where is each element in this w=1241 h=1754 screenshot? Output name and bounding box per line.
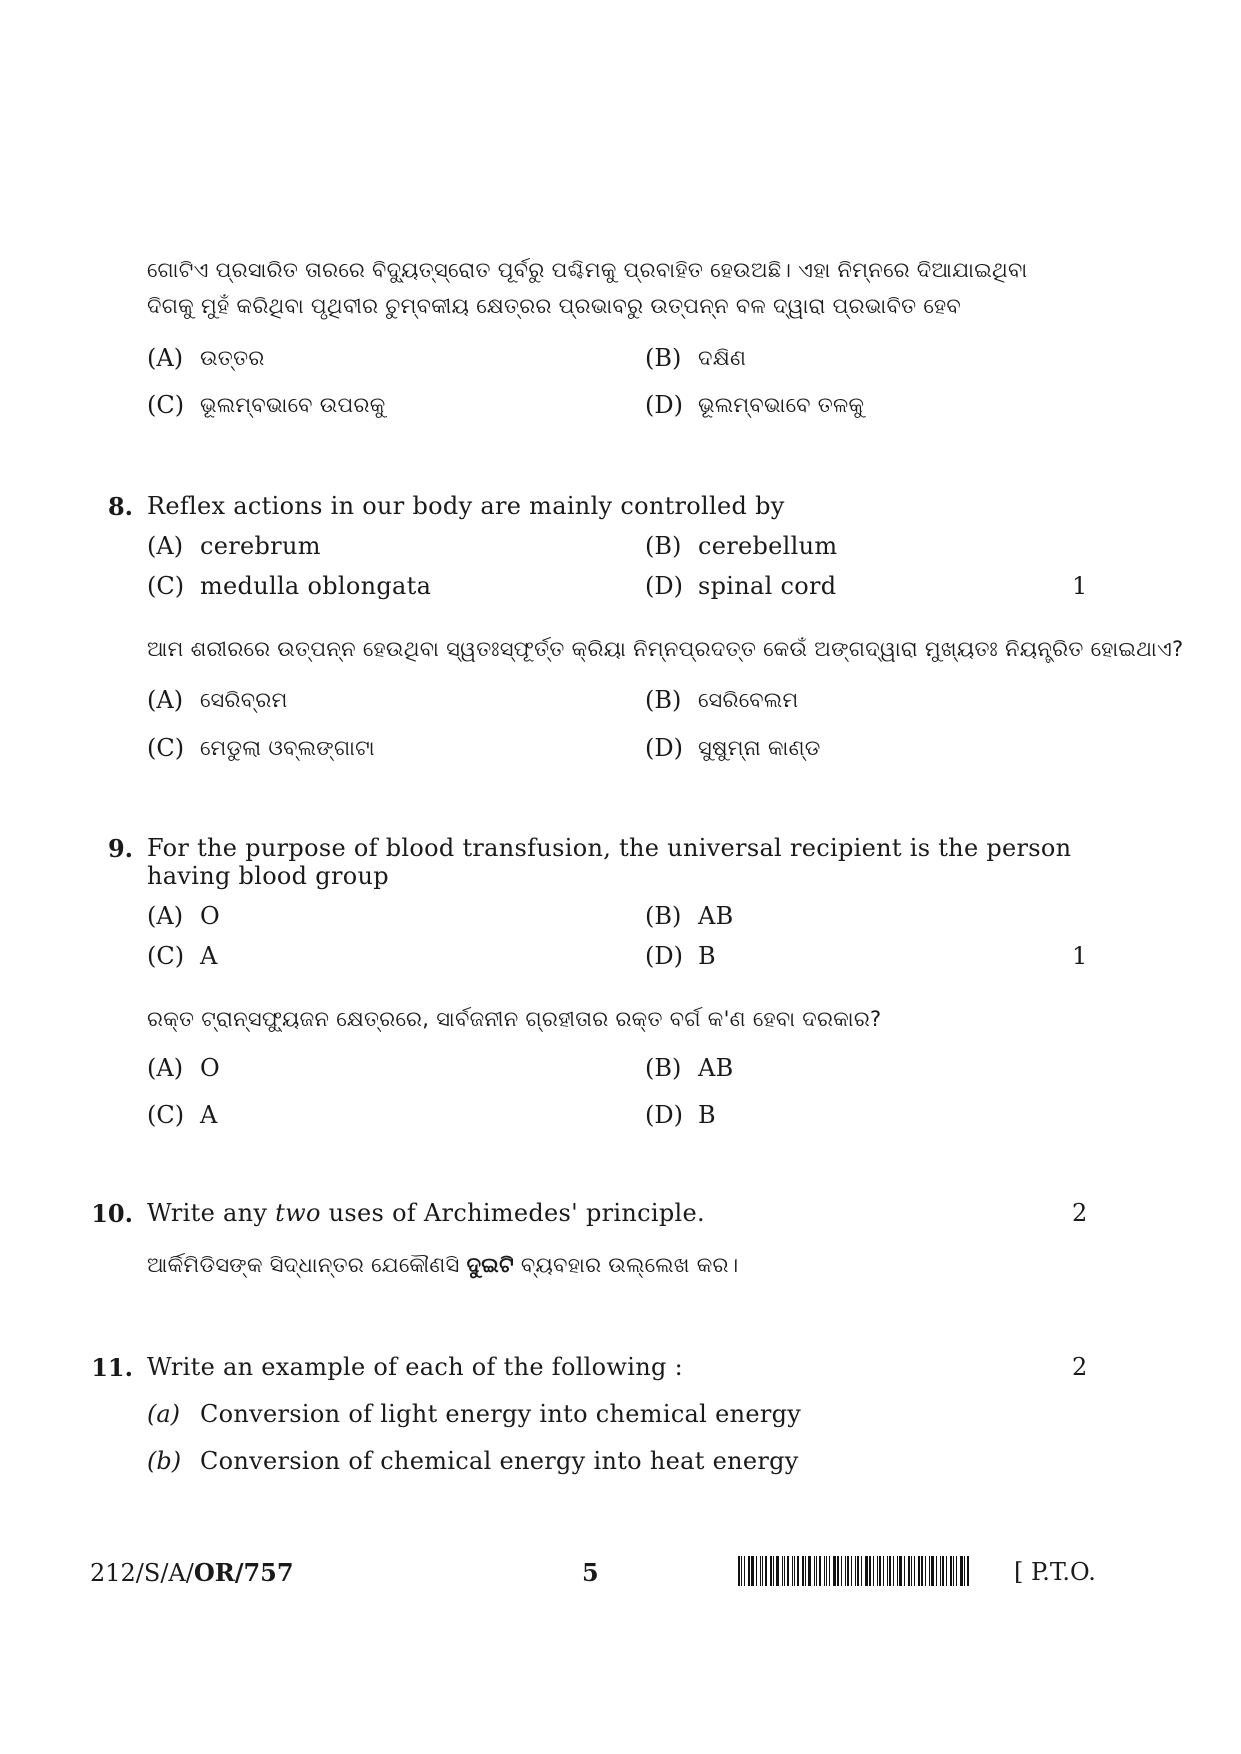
barcode-bar bbox=[877, 1556, 878, 1586]
barcode-bar bbox=[931, 1556, 934, 1586]
barcode-bar bbox=[887, 1556, 888, 1586]
barcode-bar bbox=[897, 1556, 898, 1586]
barcode-bar bbox=[765, 1556, 767, 1586]
q8-option-d-label: (D) bbox=[645, 572, 683, 600]
q8-odia-option-d-label: (D) bbox=[645, 734, 683, 762]
q9-option-b-label: (B) bbox=[645, 902, 682, 930]
barcode-bar bbox=[762, 1556, 763, 1586]
q8-option-a-text: cerebrum bbox=[200, 532, 321, 560]
q7-option-c-label: (C) bbox=[147, 391, 185, 419]
q8-odia-option-a-label: (A) bbox=[147, 686, 184, 714]
q9-option-c-text: A bbox=[200, 942, 218, 970]
q11-marks: 2 bbox=[1072, 1353, 1088, 1381]
q9-option-d-label: (D) bbox=[645, 942, 683, 970]
barcode-bar bbox=[802, 1556, 804, 1586]
barcode-bar bbox=[889, 1556, 891, 1586]
q9-odia-option-a-label: (A) bbox=[147, 1054, 184, 1082]
barcode bbox=[738, 1556, 972, 1586]
q8-option-c-text: medulla oblongata bbox=[200, 572, 432, 600]
q8-odia-option-a-text: ସେରିବ୍ରମ bbox=[200, 688, 288, 712]
barcode-bar bbox=[883, 1556, 884, 1586]
paper-code-bold: OR/757 bbox=[193, 1558, 294, 1587]
q8-odia-option-c-text: ମେଡୁଲା ଓବ୍‌ଲଙ୍ଗାଟା bbox=[200, 736, 375, 760]
barcode-bar bbox=[865, 1556, 868, 1586]
barcode-bar bbox=[940, 1556, 941, 1586]
q10-text-emphasis: two bbox=[275, 1199, 321, 1227]
barcode-bar bbox=[805, 1556, 806, 1586]
q7-option-d-label: (D) bbox=[645, 391, 683, 419]
q7-option-c-text: ଭୂଲମ୍ବଭାବେ ଉପରକୁ bbox=[200, 393, 386, 417]
q9-odia-option-d-text: B bbox=[698, 1101, 716, 1129]
q7-option-d-text: ଭୂଲମ୍ବଭାବେ ତଳକୁ bbox=[698, 393, 865, 417]
barcode-bar bbox=[918, 1556, 920, 1586]
q11-number: 11. bbox=[91, 1353, 133, 1382]
q9-option-d-text: B bbox=[698, 942, 716, 970]
q8-option-d-text: spinal cord bbox=[698, 572, 837, 600]
q7-option-b-label: (B) bbox=[645, 344, 682, 372]
q11-text: Write an example of each of the following : bbox=[147, 1353, 683, 1381]
barcode-bar bbox=[904, 1556, 905, 1586]
barcode-bar bbox=[929, 1556, 930, 1586]
page-number: 5 bbox=[582, 1558, 599, 1587]
barcode-bar bbox=[893, 1556, 894, 1586]
barcode-bar bbox=[797, 1556, 799, 1586]
q9-odia-option-c-label: (C) bbox=[147, 1101, 185, 1129]
barcode-bar bbox=[925, 1556, 926, 1586]
barcode-bar bbox=[792, 1556, 793, 1586]
q8-option-a-label: (A) bbox=[147, 532, 184, 560]
barcode-bar bbox=[738, 1556, 740, 1586]
q8-odia-option-b-label: (B) bbox=[645, 686, 682, 714]
barcode-bar bbox=[744, 1556, 745, 1586]
barcode-bar bbox=[782, 1556, 783, 1586]
barcode-bar bbox=[770, 1556, 772, 1586]
barcode-bar bbox=[826, 1556, 827, 1586]
barcode-bar bbox=[921, 1556, 923, 1586]
barcode-bar bbox=[950, 1556, 952, 1586]
q9-marks: 1 bbox=[1072, 942, 1088, 970]
q9-odia-option-b-label: (B) bbox=[645, 1054, 682, 1082]
barcode-bar bbox=[819, 1556, 821, 1586]
barcode-bar bbox=[908, 1556, 910, 1586]
barcode-bar bbox=[837, 1556, 839, 1586]
q7-option-b-text: ଦକ୍ଷିଣ bbox=[698, 346, 747, 370]
barcode-bar bbox=[808, 1556, 811, 1586]
barcode-bar bbox=[816, 1556, 817, 1586]
q8-odia-option-d-text: ସୁଷୁମ୍ନା କାଣ୍ଡ bbox=[698, 736, 821, 760]
barcode-bar bbox=[936, 1556, 937, 1586]
q9-number: 9. bbox=[107, 834, 133, 863]
barcode-bar bbox=[911, 1556, 912, 1586]
barcode-bar bbox=[873, 1556, 874, 1586]
q10-marks: 2 bbox=[1072, 1199, 1088, 1227]
barcode-bar bbox=[776, 1556, 779, 1586]
barcode-bar bbox=[824, 1556, 825, 1586]
q9-odia-option-b-text: AB bbox=[698, 1054, 734, 1082]
barcode-bar bbox=[964, 1556, 965, 1586]
q11-part-a-label: (a) bbox=[147, 1400, 181, 1428]
barcode-bar bbox=[787, 1556, 789, 1586]
barcode-bar bbox=[741, 1556, 742, 1586]
barcode-bar bbox=[794, 1556, 795, 1586]
q11-part-a-text: Conversion of light energy into chemical energy bbox=[200, 1400, 802, 1428]
q9-odia-text: ରକ୍ତ ଟ୍ରାନ୍‌ସଫ୍ୟୁଜନ କ୍ଷେତ୍ରରେ, ସାର୍ବଜନୀନ ଗ୍ରହୀତାର ରକ୍ତ ବର୍ଗ କ'ଣ ହେବା ଦରକାର? bbox=[147, 1007, 882, 1031]
barcode-bar bbox=[956, 1556, 957, 1586]
paper-code: 212/S/A/OR/757 bbox=[90, 1558, 294, 1587]
q8-text: Reflex actions in our body are mainly controlled by bbox=[147, 492, 785, 520]
q8-option-c-label: (C) bbox=[147, 572, 185, 600]
barcode-bar bbox=[953, 1556, 954, 1586]
q9-option-a-text: O bbox=[200, 902, 220, 930]
q8-odia-option-c-label: (C) bbox=[147, 734, 185, 762]
barcode-bar bbox=[756, 1556, 757, 1586]
barcode-bar bbox=[751, 1556, 754, 1586]
barcode-bar bbox=[847, 1556, 849, 1586]
barcode-bar bbox=[748, 1556, 750, 1586]
barcode-bar bbox=[869, 1556, 871, 1586]
q7-odia-line2: ଦିଗକୁ ମୁହଁ କରିଥିବା ପୃଥିବୀର ଚୁମ୍ବକୀୟ କ୍ଷେତ୍ରର ପ୍ରଭାବରୁ ଉତ୍ପନ୍ନ ବଳ ଦ୍ୱାରା ପ୍ରଭାବିତ ହେବ bbox=[147, 294, 962, 318]
q7-option-a-text: ଉତ୍ତର bbox=[200, 346, 265, 370]
q11-part-b-label: (b) bbox=[147, 1447, 182, 1475]
barcode-bar bbox=[861, 1556, 862, 1586]
barcode-bar bbox=[942, 1556, 944, 1586]
barcode-bar bbox=[967, 1556, 969, 1586]
q9-odia-option-d-label: (D) bbox=[645, 1101, 683, 1129]
barcode-bar bbox=[879, 1556, 881, 1586]
q8-odia-text: ଆମ ଶରୀରରେ ଉତ୍ପନ୍ନ ହେଉଥିବା ସ୍ୱତଃସ୍ଫୂର୍ତ୍ତ କ୍ରିୟା ନିମ୍ନପ୍ରଦତ୍ତ କେଉଁ ଅଙ୍ଗଦ୍ୱାରା ମୁଖ୍ୟତଃ ନିୟନ୍ତ୍ରିତ ହୋଇଥାଏ? bbox=[147, 637, 1184, 661]
q7-odia-line1: ଗୋଟିଏ ପ୍ରସାରିତ ତାରରେ ବିଦ୍ୟୁତ୍‌ସ୍ରୋତ ପୂର୍ବରୁ ପଶ୍ଚିମକୁ ପ୍ରବାହିତ ହେଉଅଛି। ଏହା ନିମ୍ନରେ ଦିଆଯାଇଥିବା bbox=[147, 258, 1028, 282]
barcode-bar bbox=[784, 1556, 785, 1586]
q9-odia-option-a-text: O bbox=[200, 1054, 220, 1082]
q7-option-a-label: (A) bbox=[147, 344, 184, 372]
q8-odia-option-b-text: ସେରିବେଲମ bbox=[698, 688, 799, 712]
q10-number: 10. bbox=[91, 1199, 133, 1228]
barcode-bar bbox=[773, 1556, 774, 1586]
barcode-bar bbox=[841, 1556, 842, 1586]
barcode-bar bbox=[914, 1556, 915, 1586]
q8-marks: 1 bbox=[1072, 572, 1088, 600]
q10-odia-text: ଆର୍କିମିଡିସଙ୍କ ସିଦ୍ଧାନ୍ତର ଯେକୌଣସି ଦୁଇଟି ବ୍ୟବହାର ଉଲ୍ଲେଖ କର। bbox=[147, 1253, 739, 1277]
q9-option-a-label: (A) bbox=[147, 902, 184, 930]
q8-option-b-text: cerebellum bbox=[698, 532, 838, 560]
barcode-bar bbox=[760, 1556, 761, 1586]
q11-part-b-text: Conversion of chemical energy into heat energy bbox=[200, 1447, 799, 1475]
barcode-bar bbox=[857, 1556, 859, 1586]
barcode-bar bbox=[899, 1556, 902, 1586]
q10-text: Write any two uses of Archimedes' principle. bbox=[147, 1199, 705, 1227]
barcode-bar bbox=[833, 1556, 836, 1586]
q9-line1: For the purpose of blood transfusion, the universal recipient is the person bbox=[147, 834, 1072, 862]
barcode-bar bbox=[851, 1556, 852, 1586]
q10-odia-emphasis: ଦୁଇଟି bbox=[466, 1253, 514, 1277]
q9-option-b-text: AB bbox=[698, 902, 734, 930]
barcode-bar bbox=[845, 1556, 846, 1586]
barcode-bar bbox=[829, 1556, 830, 1586]
q9-line2: having blood group bbox=[147, 862, 389, 890]
barcode-bar bbox=[946, 1556, 947, 1586]
q9-option-c-label: (C) bbox=[147, 942, 185, 970]
barcode-bar bbox=[855, 1556, 856, 1586]
q9-odia-option-c-text: A bbox=[200, 1101, 218, 1129]
q8-number: 8. bbox=[107, 492, 133, 521]
barcode-bar bbox=[814, 1556, 815, 1586]
q8-option-b-label: (B) bbox=[645, 532, 682, 560]
barcode-bar bbox=[960, 1556, 963, 1586]
pto-label: [ P.T.O. bbox=[1014, 1558, 1096, 1586]
